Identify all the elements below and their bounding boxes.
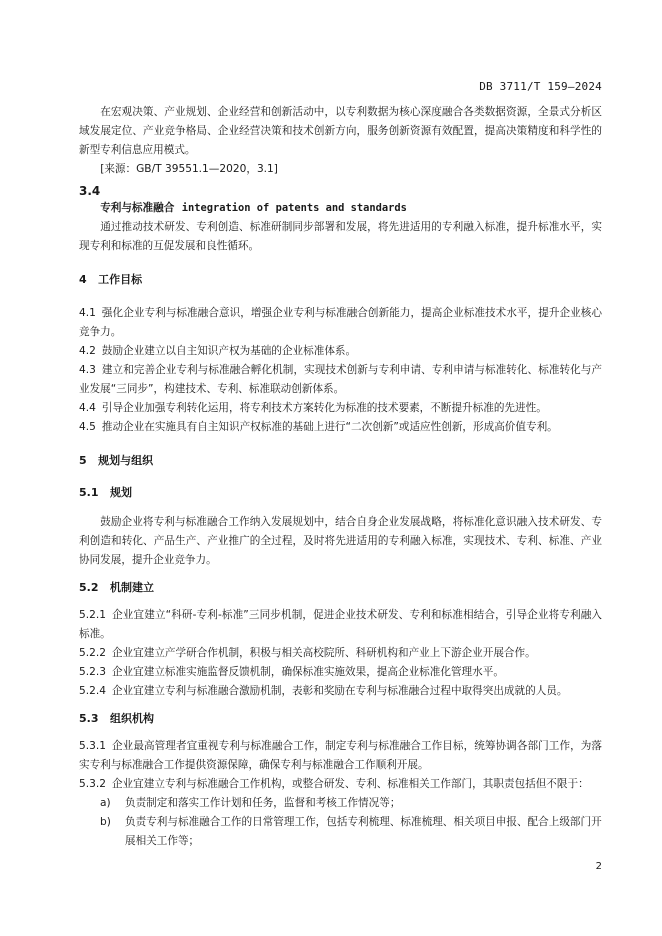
subsection-5-1-text: 鼓励企业将专利与标准融合工作纳入发展规划中，结合自身企业发展战略，将标准化意识融入技术研发、专利创造和转化、产品生产、产业推广的全过程，及时将先进适用的专利融入标准，实现技术、专利、标准、产业协同发展，提升企业竞争力。 <box>79 516 602 566</box>
list-item <box>79 304 602 342</box>
term-title <box>100 199 602 218</box>
subsection-number: 5.3 <box>79 712 99 725</box>
subsection-5-1-heading <box>79 485 602 501</box>
source-reference: [来源：GB/T 39551.1—2020，3.1] <box>100 163 278 175</box>
list-item <box>79 737 602 775</box>
section-4-heading <box>79 272 602 288</box>
list-item <box>79 342 602 361</box>
item-text: 企业最高管理者宜重视专利与标准融合工作，制定专利与标准融合工作目标，统筹协调各部门工作，为落实专利与标准融合工作提供资源保障，确保专利与标准融合工作顺利开展。 <box>79 740 602 771</box>
item-number: 4.4 <box>79 402 96 414</box>
subsection-number: 5.2 <box>79 581 99 594</box>
item-number: 4.1 <box>79 307 96 319</box>
item-number: 5.2.2 <box>79 647 106 659</box>
item-number: 5.2.1 <box>79 609 106 621</box>
item-text: 负责制定和落实工作计划和任务，监督和考核工作情况等； <box>125 797 401 809</box>
item-number: 5.2.3 <box>79 666 106 678</box>
item-number: 5.2.4 <box>79 685 106 697</box>
item-number: 4.5 <box>79 421 96 433</box>
list-item <box>79 775 602 794</box>
item-number: 4.2 <box>79 345 96 357</box>
term-title-cn: 专利与标准融合 <box>100 202 175 214</box>
page-content <box>79 103 602 851</box>
subsection-5-3-heading <box>79 711 602 727</box>
item-text: 企业宜建立专利与标准融合激励机制，表彰和奖励在专利与标准融合过程中取得突出成就的人员。 <box>111 685 568 697</box>
item-text: 强化企业专利与标准融合意识，增强企业专利与标准融合创新能力，提高企业标准技术水平，提升企业核心竞争力。 <box>79 307 602 338</box>
section-number: 4 <box>79 273 87 286</box>
list-item <box>79 794 602 813</box>
document-code: DB 3711/T 159—2024 <box>479 80 602 93</box>
page-number: 2 <box>595 861 602 872</box>
item-number: 5.3.1 <box>79 740 106 752</box>
list-item <box>79 361 602 399</box>
section-title: 工作目标 <box>98 273 143 286</box>
item-text: 企业宜建立产学研合作机制，积极与相关高校院所、科研机构和产业上下游企业开展合作。 <box>111 647 536 659</box>
subsection-5-2-heading <box>79 580 602 596</box>
item-number: 5.3.2 <box>79 778 106 790</box>
term-title-en: integration of patents and standards <box>181 202 407 214</box>
subsection-number: 5.1 <box>79 486 99 499</box>
item-text: 推动企业在实施具有自主知识产权标准的基础上进行“二次创新”或适应性创新，形成高价值专利。 <box>101 421 558 433</box>
item-text: 负责专利与标准融合工作的日常管理工作，包括专利梳理、标准梳理、相关项目申报、配合上级部门开展相关工作等； <box>125 816 602 847</box>
list-item <box>79 399 602 418</box>
term-number: 3.4 <box>79 184 101 198</box>
item-text: 企业宜建立“科研-专利-标准”三同步机制，促进企业技术研发、专利和标准相结合，引导企业将专利融入标准。 <box>79 609 602 640</box>
item-text: 建立和完善企业专利与标准融合孵化机制，实现技术创新与专利申请、专利申请与标准转化、标准转化与产业发展“三同步”，构建技术、专利、标准联动创新体系。 <box>79 364 602 395</box>
list-item <box>79 813 602 851</box>
item-marker: a) <box>100 797 111 809</box>
term-definition: 通过推动技术研发、专利创造、标准研制同步部署和发展，将先进适用的专利融入标准，提升标准水平，实现专利和标准的互促发展和良性循环。 <box>79 221 602 252</box>
section-5-heading <box>79 453 602 469</box>
list-item <box>79 663 602 682</box>
item-text: 鼓励企业建立以自主知识产权为基础的企业标准体系。 <box>101 345 357 357</box>
duties-list <box>79 794 602 851</box>
item-text: 引导企业加强专利转化运用，将专利技术方案转化为标准的技术要素，不断提升标准的先进性。 <box>101 402 547 414</box>
item-number: 4.3 <box>79 364 96 376</box>
list-item <box>79 644 602 663</box>
intro-paragraph: 在宏观决策、产业规划、企业经营和创新活动中，以专利数据为核心深度融合各类数据资源，全景式分析区域发展定位、产业竞争格局、企业经营决策和技术创新方向，服务创新资源有效配置，提高决策精度和科学性的新型专利信息应用模式。 <box>79 106 602 156</box>
list-item <box>79 606 602 644</box>
subsection-title: 组织机构 <box>110 712 154 725</box>
item-text: 企业宜建立专利与标准融合工作机构，或整合研发、专利、标准相关工作部门，其职责包括但不限于： <box>111 778 589 790</box>
section-number: 5 <box>79 454 87 467</box>
item-text: 企业宜建立标准实施监督反馈机制，确保标准实施效果，提高企业标准化管理水平。 <box>111 666 504 678</box>
list-item <box>79 418 602 437</box>
subsection-title: 机制建立 <box>110 581 154 594</box>
list-item <box>79 682 602 701</box>
section-title: 规划与组织 <box>98 454 154 467</box>
item-marker: b) <box>100 816 111 828</box>
subsection-title: 规划 <box>110 486 132 499</box>
